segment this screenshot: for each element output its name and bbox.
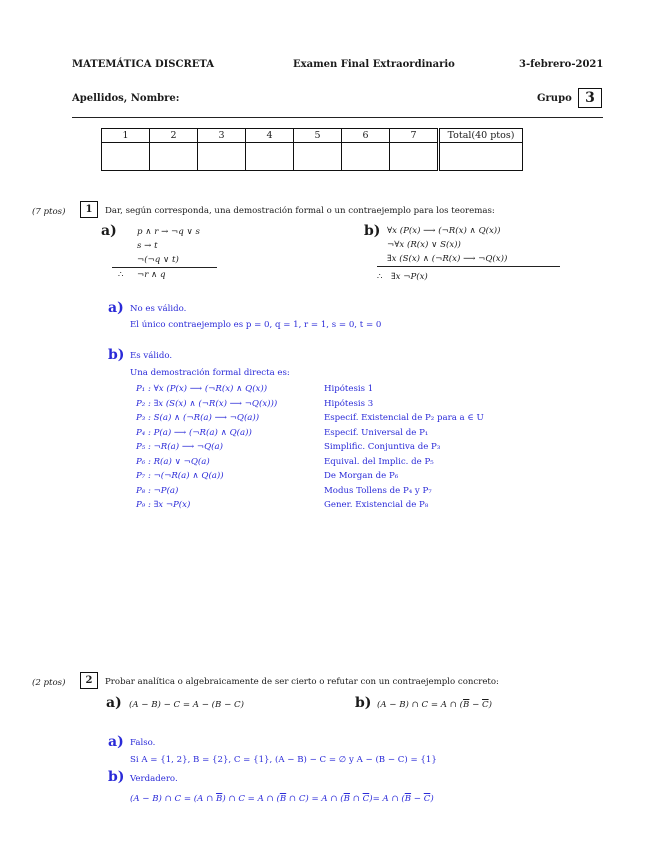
proof-formula: P₈ : ¬P(a) <box>136 486 179 496</box>
q2-b-statement: (A − B) ∩ C = A ∩ $(\overline{B} - \overline{C})$ <box>377 700 492 710</box>
proof-formula: P₃ : S(a) ∧ (¬R(a) ⟶ ¬Q(a)) <box>136 413 260 423</box>
proof-justification: Equival. del Implic. de P₅ <box>324 457 434 467</box>
q1-a-premise: p ∧ r → ¬q ∨ s <box>137 227 200 237</box>
q1-b-label: b) <box>364 223 381 239</box>
proof-formula: P₄ : P(a) ⟶ (¬R(a) ∧ Q(a)) <box>136 428 252 438</box>
q2-prompt: Probar analítica o algebraicamente de ser cierto o refutar con un contraejemplo concreto: <box>105 677 499 687</box>
q1-points: (7 ptos) <box>32 207 66 217</box>
grade-col-3: 3 <box>198 129 246 143</box>
q1-a-conclusion: ¬r ∧ q <box>137 270 166 280</box>
proof-justification: Gener. Existencial de P₈ <box>324 500 429 510</box>
proof-justification: De Morgan de P₆ <box>324 471 399 481</box>
proof-formula: P₇ : ¬(¬R(a) ∧ Q(a)) <box>136 471 224 481</box>
grade-col-2: 2 <box>150 129 198 143</box>
q1-answer-b-label: b) <box>108 347 125 363</box>
q1-answer-a-label: a) <box>108 300 124 316</box>
q1-prompt: Dar, según corresponda, una demostración formal o un contraejemplo para los teoremas: <box>105 206 495 216</box>
q1-a-premise: ¬(¬q ∨ t) <box>137 255 179 265</box>
q1-b-premise: ∃x (S(x) ∧ (¬R(x) ⟶ ¬Q(x)) <box>387 254 508 264</box>
q1-answer-a-detail: El único contraejemplo es p = 0, q = 1, r = 1, s = 0, t = 0 <box>130 320 382 330</box>
grade-col-5: 5 <box>294 129 342 143</box>
course-title: MATEMÁTICA DISCRETA <box>72 59 215 70</box>
grade-cell <box>390 143 439 171</box>
q2-answer-a-label: a) <box>108 734 124 750</box>
q2-points: (2 ptos) <box>32 678 66 688</box>
proof-justification: Simplific. Conjuntiva de P₃ <box>324 442 441 452</box>
grade-col-6: 6 <box>342 129 390 143</box>
exam-title: Examen Final Extraordinario <box>293 59 455 70</box>
grade-cell <box>198 143 246 171</box>
header-divider <box>72 117 603 118</box>
grade-cell <box>294 143 342 171</box>
q1-answer-b-intro: Una demostración formal directa es: <box>130 368 290 378</box>
q2-a-label: a) <box>106 695 122 711</box>
grade-col-4: 4 <box>246 129 294 143</box>
grade-cell <box>246 143 294 171</box>
q1-number: 1 <box>80 201 98 218</box>
q1-b-conclusion: ∃x ¬P(x) <box>391 272 428 282</box>
q2-answer-a-detail: Si A = {1, 2}, B = {2}, C = {1}, (A − B) − C = ∅ y A − (B − C) = {1} <box>130 755 437 765</box>
proof-justification: Modus Tollens de P₄ y P₇ <box>324 486 432 496</box>
grade-cell-total <box>439 143 523 171</box>
grade-col-1: 1 <box>102 129 150 143</box>
exam-date: 3-febrero-2021 <box>519 59 604 70</box>
q2-answer-a-verdict: Falso. <box>130 738 156 748</box>
name-label: Apellidos, Nombre: <box>72 93 180 104</box>
q1-a-rule <box>112 267 217 268</box>
q2-answer-b-verdict: Verdadero. <box>130 774 178 784</box>
q1-answer-a-verdict: No es válido. <box>130 304 187 314</box>
grade-cell <box>150 143 198 171</box>
q1-b-premise: ∀x (P(x) ⟶ (¬R(x) ∧ Q(x)) <box>387 226 501 236</box>
q1-a-premise: s → t <box>137 241 158 251</box>
q1-b-rule <box>377 266 560 267</box>
q2-a-statement: (A − B) − C = A − (B − C) <box>129 700 244 710</box>
grade-table <box>101 128 523 171</box>
proof-formula: P₂ : ∃x (S(x) ∧ (¬R(x) ⟶ ¬Q(x))) <box>136 399 278 409</box>
proof-justification: Especif. Existencial de P₂ para a ∈ U <box>324 413 484 423</box>
group-number: 3 <box>578 88 602 108</box>
group-label: Grupo <box>537 93 572 104</box>
proof-justification: Especif. Universal de P₁ <box>324 428 429 438</box>
q2-b-label: b) <box>355 695 372 711</box>
grade-col-total: Total(40 ptos) <box>439 129 523 143</box>
therefore-symbol: ∴ <box>118 270 124 280</box>
proof-formula: P₅ : ¬R(a) ⟶ ¬Q(a) <box>136 442 223 452</box>
therefore-symbol: ∴ <box>377 272 383 282</box>
q2-number: 2 <box>80 672 98 689</box>
grade-cell <box>342 143 390 171</box>
q1-b-premise: ¬∀x (R(x) ∨ S(x)) <box>387 240 461 250</box>
q1-a-label: a) <box>101 223 117 239</box>
q1-answer-b-verdict: Es válido. <box>130 351 173 361</box>
proof-justification: Hipótesis 1 <box>324 384 374 394</box>
proof-formula: P₆ : R(a) ∨ ¬Q(a) <box>136 457 210 467</box>
proof-formula: P₁ : ∀x (P(x) ⟶ (¬R(x) ∧ Q(x)) <box>136 384 268 394</box>
grade-cell <box>102 143 150 171</box>
proof-formula: P₉ : ∃x ¬P(x) <box>136 500 191 510</box>
proof-justification: Hipótesis 3 <box>324 399 374 409</box>
q2-answer-b-label: b) <box>108 769 125 785</box>
q2-answer-b-derivation: (A − B) ∩ C = (A ∩ $\overline{B}$) ∩ C = A ∩ ($\overline{B}$ ∩ C) = A ∩ ($\overline{B}$ ∩ $\overline{C})= A$ ∩ $(\overline{B} - \overline{C})$ <box>130 794 434 804</box>
grade-col-7: 7 <box>390 129 439 143</box>
